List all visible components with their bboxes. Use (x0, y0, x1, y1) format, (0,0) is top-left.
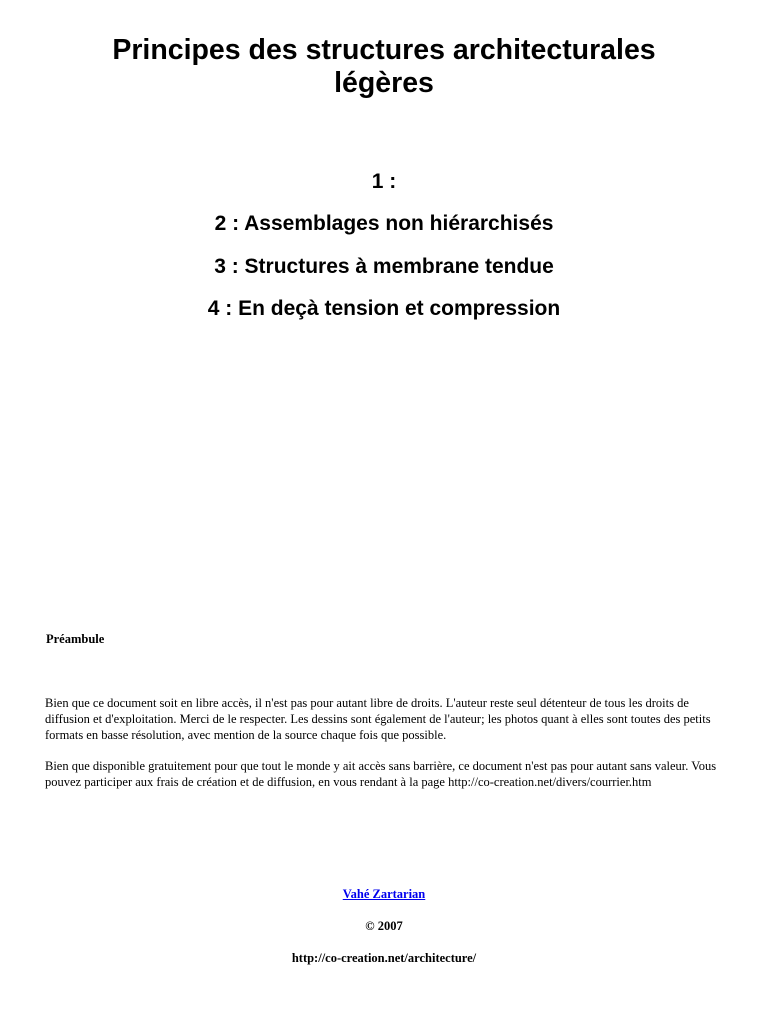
toc-item-2: 2 : Assemblages non hiérarchisés (214, 212, 554, 235)
author-link[interactable]: Vahé Zartarian (342, 887, 426, 901)
author-line (0, 886, 768, 902)
preamble-paragraph-support: Bien que disponible gratuitement pour que tout le monde y ait accès sans barrière, ce document n'est pas pour autant sans valeur. Vous pouvez participer aux frais de création et de diffusion, en vous rendant à la page http://co-creation.net/divers/courrier.htm (45, 759, 717, 789)
toc-item-1: 1 : (371, 170, 397, 193)
preamble-heading: Préambule (46, 632, 105, 646)
copyright-notice: © 2007 (365, 919, 403, 933)
document-title: Principes des structures architecturales légères (112, 34, 656, 99)
preamble-paragraph-rights: Bien que ce document soit en libre accès, il n'est pas pour autant libre de droits. L'auteur reste seul détenteur de tous les droits de diffusion et d'exploitation. Merci de le respecter. Les dessins sont également de l'auteur; les photos quant à elles sont toutes des petits formats en basse résolution, avec mention de la source chaque fois que possible. (45, 696, 711, 742)
toc-item-4: 4 : En deçà tension et compression (207, 297, 561, 320)
toc-item-3: 3 : Structures à membrane tendue (214, 255, 554, 278)
website-url: http://co-creation.net/architecture/ (291, 951, 477, 965)
